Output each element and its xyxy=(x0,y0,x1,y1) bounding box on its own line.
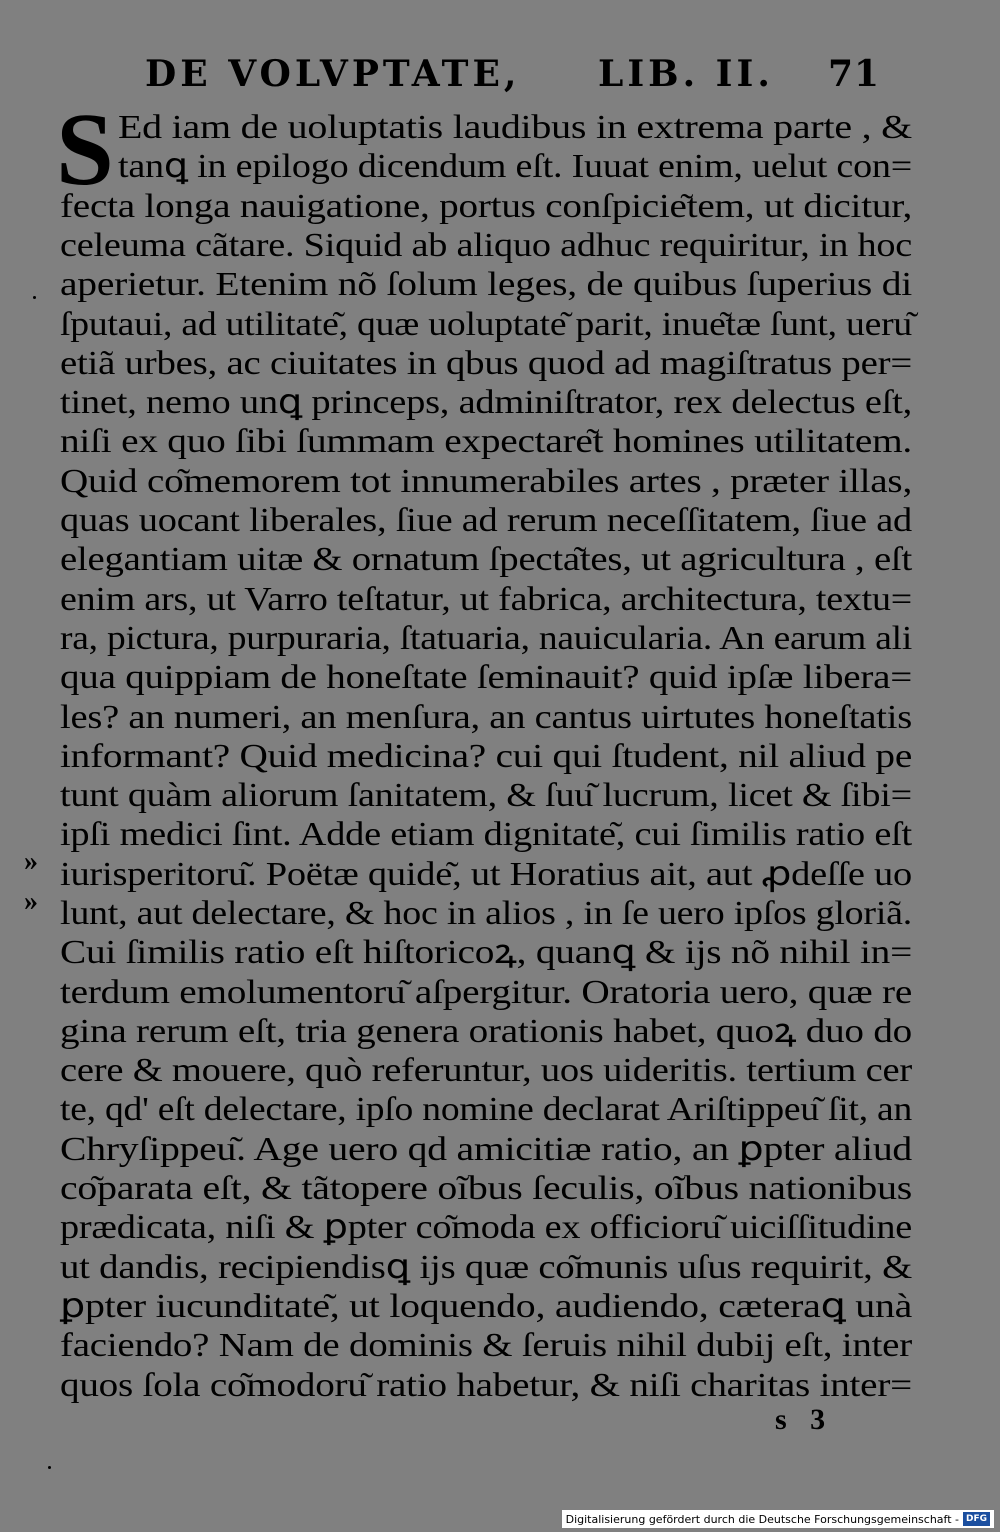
text-line: les? an numeri, an menſura, an cantus uirtutes honeſtatis xyxy=(60,699,913,736)
text-line: ſputaui, ad utilitate͂, quæ uoluptate͂ parit, inue͂tæ ſunt, ueru͂ xyxy=(60,306,913,343)
text-line: faciendo? Nam de dominis & ſeruis nihil dubij eſt, inter xyxy=(60,1327,912,1364)
text-line: te, qd' eſt delectare, ipſo nomine declarat Ariſtippeu͂ ſit, an xyxy=(60,1091,913,1128)
text-line: Chryſippeu͂. Age uero qd amicitiæ ratio, an ꝑpter aliud xyxy=(60,1131,913,1168)
text-line: co͂parata eſt, & tãtopere oĩbus ſeculis, oĩbus nationibus xyxy=(60,1170,912,1207)
digitization-footer xyxy=(562,1510,994,1528)
text-line: iurisperitoru͂. Poëtæ quide͂, ut Horatius ait, aut ꝓdeſſe uo xyxy=(60,856,912,893)
text-line: celeuma cãtare. Siquid ab aliquo adhuc requiritur, in hoc xyxy=(60,227,913,264)
signature-mark: s 3 xyxy=(775,1403,834,1436)
text-line: terdum emolumentoru͂ aſpergitur. Oratoria uero, quæ re xyxy=(60,974,913,1011)
text-line: qua quippiam de honeſtate ſeminauit? quid ipſæ libera= xyxy=(60,659,912,696)
speck xyxy=(33,296,36,299)
text-line: Ed iam de uoluptatis laudibus in extrema parte , & xyxy=(118,109,912,146)
text-line: tinet, nemo unꝗ princeps, adminiſtrator, rex delectus eſt, xyxy=(60,384,912,421)
text-line: quos ſola co͂modoru͂ ratio habetur, & niſi charitas inter= xyxy=(60,1367,912,1404)
text-line: elegantiam uitæ & ornatum ſpecta͂tes, ut agricultura , eſt xyxy=(60,541,913,578)
drop-cap: S xyxy=(56,92,114,207)
text-line: etiã urbes, ac ciuitates in qbus quod ad magiſtratus per= xyxy=(60,345,913,382)
text-line: ut dandis, recipiendisꝗ ijs quæ co͂munis uſus requirit, & xyxy=(60,1249,913,1286)
text-line: quas uocant liberales, ſiue ad rerum neceſſitatem, ſiue ad xyxy=(60,502,912,539)
text-line: enim ars, ut Varro teſtatur, ut fabrica, architectura, textu= xyxy=(60,581,912,618)
text-line: ipſi medici ſint. Adde etiam dignitate͂, cui ſimilis ratio eſt xyxy=(60,816,912,853)
dfg-logo: DFG xyxy=(963,1512,990,1526)
text-line: ꝑpter iucunditate͂, ut loquendo, audiendo, cæteraꝗ unà xyxy=(60,1288,913,1325)
text-line: cere & mouere, quò referuntur, uos uideritis. tertium cer xyxy=(60,1052,913,1089)
text-line: niſi ex quo ſibi ſummam expectare͂t homines utilitatem. xyxy=(60,423,913,460)
text-line: lunt, aut delectare, & hoc in alios , in ſe uero ipſos gloriã. xyxy=(60,895,913,932)
speck xyxy=(48,1466,51,1469)
book-number: LIB. II. xyxy=(598,53,774,95)
text-line: gina rerum eſt, tria genera orationis habet, quoꝝ duo do xyxy=(60,1013,913,1050)
text-line: tunt quàm aliorum ſanitatem, & ſuu͂ lucrum, licet & ſibi= xyxy=(60,777,912,814)
page-number: 71 xyxy=(828,53,881,95)
margin-mark: » xyxy=(24,886,38,917)
margin-mark: » xyxy=(24,846,38,877)
text-line: fecta longa nauigatione, portus conſpicie͂tem, ut dicitur, xyxy=(60,188,913,225)
text-line: aperietur. Etenim nõ ſolum leges, de quibus ſuperius di xyxy=(60,266,913,303)
running-header xyxy=(0,52,1000,96)
text-line: Cui ſimilis ratio eſt hiſtoricoꝝ, quanꝗ & ijs nõ nihil in= xyxy=(60,934,913,971)
footer-credit: Digitalisierung gefördert durch die Deutsche Forschungsgemeinschaft - xyxy=(565,1512,959,1526)
text-line: tanꝗ in epilogo dicendum eſt. Iuuat enim, uelut con= xyxy=(118,148,913,185)
text-line: ra, pictura, purpuraria, ſtatuaria, nauicularia. An earum ali xyxy=(60,620,913,657)
text-line: informant? Quid medicina? cui qui ſtudent, nil aliud pe xyxy=(60,738,913,775)
text-line: prædicata, niſi & ꝑpter co͂moda ex officioru͂ uiciſſitudine xyxy=(60,1209,913,1246)
text-line: Quid co͂memorem tot innumerabiles artes , præter illas, xyxy=(60,463,913,500)
running-title: DE VOLVPTATE, xyxy=(145,53,521,95)
